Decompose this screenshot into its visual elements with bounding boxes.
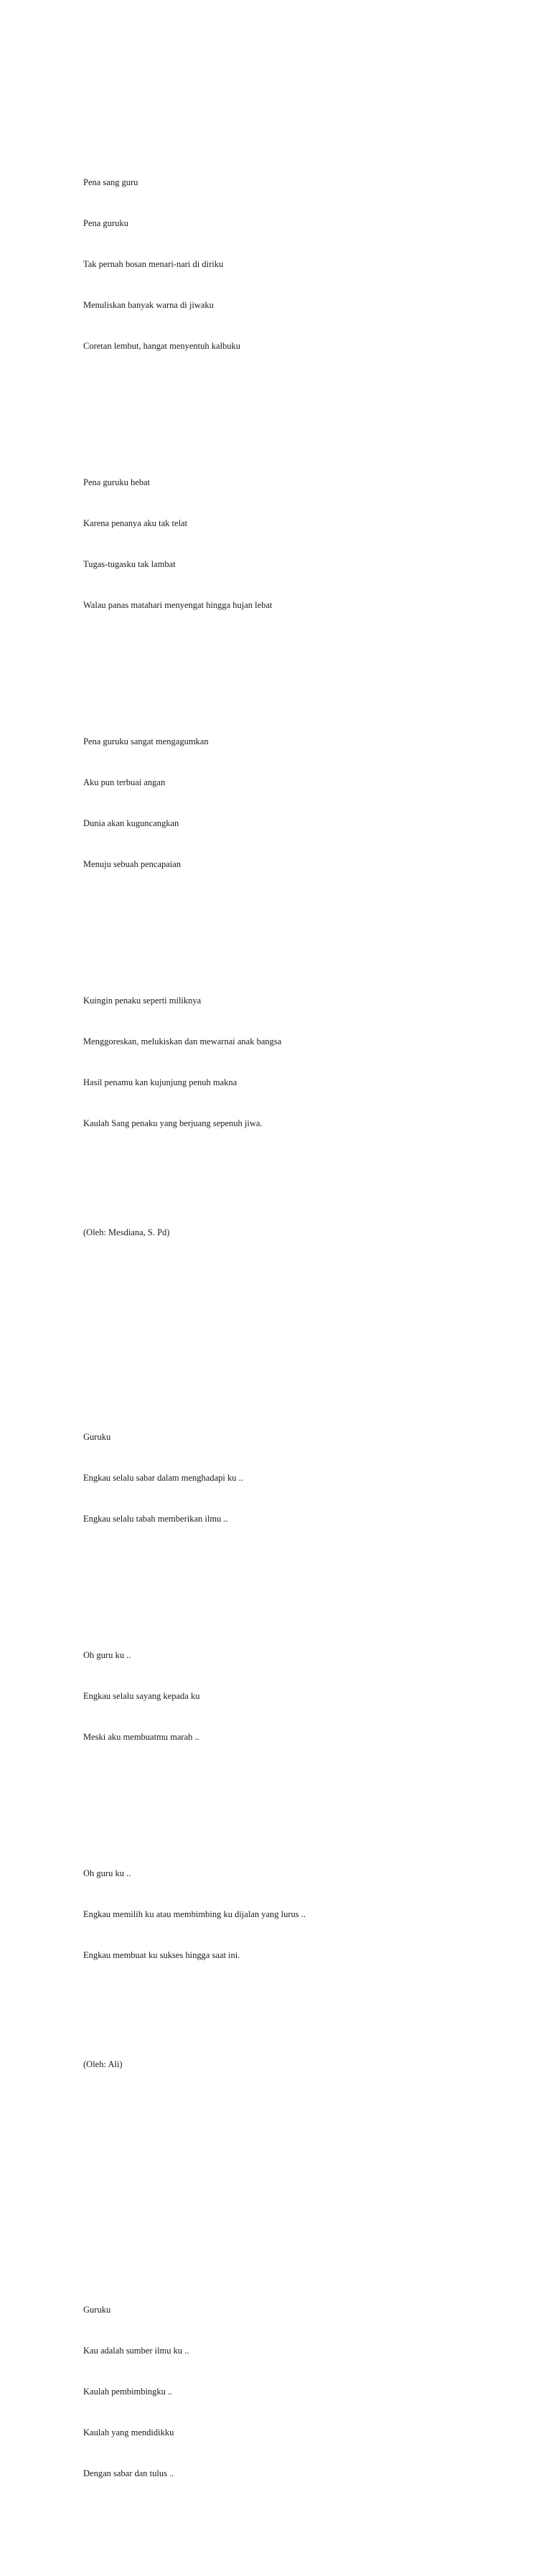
poem-line: Oh guru ku .. xyxy=(83,1868,131,1878)
poem-1-stanza-4 xyxy=(83,967,514,1158)
poem-line: Pena guruku sangat mengagumkan xyxy=(83,736,209,746)
poem-line: Engkau membuat ku sukses hingga saat ini. xyxy=(83,1950,240,1960)
poem-line: Menuju sebuah pencapaian xyxy=(83,859,182,869)
poem-3 xyxy=(83,2249,514,2535)
stanza-spacer xyxy=(83,1799,514,1812)
poem-2-stanza-1 xyxy=(83,1403,514,1553)
poem-line: Aku pun terbuai angan xyxy=(83,777,166,787)
poem-line: Hasil penamu kan kujunjung penuh makna xyxy=(83,1077,237,1087)
stanza-spacer xyxy=(83,2017,514,2031)
poem-line: Tak pernah bosan menari-nari di diriku xyxy=(83,259,224,269)
poem-line: Dunia akan kuguncangkan xyxy=(83,818,179,828)
poem-1-author: (Oleh: Mesdiana, S. Pd) xyxy=(83,1227,170,1237)
poem-line: Dengan sabar dan tulus .. xyxy=(83,2468,174,2478)
poem-spacer xyxy=(83,2140,514,2153)
document-body xyxy=(83,67,514,2576)
poem-2-stanza-3 xyxy=(83,1840,514,1990)
poem-line: Meski aku membuatmu marah .. xyxy=(83,1732,199,1742)
poem-line: Pena guruku hebat xyxy=(83,477,151,487)
stanza-spacer xyxy=(83,408,514,421)
poem-line: Kaulah Sang penaku yang berjuang sepenuh jiwa. xyxy=(83,1118,263,1128)
poem-line: Walau panas matahari menyengat hingga hujan lebat xyxy=(83,600,273,610)
poem-line: Tugas-tugasku tak lambat xyxy=(83,559,176,569)
poem-1 xyxy=(83,121,514,1267)
poem-line: Kuingin penaku seperti miliknya xyxy=(83,996,202,1006)
poem-line: Engkau selalu sabar dalam menghadapi ku .. xyxy=(83,1473,243,1483)
poem-2 xyxy=(83,1376,514,2099)
poem-line: Kaulah pembimbingku .. xyxy=(83,2387,173,2397)
poem-2-stanza-2 xyxy=(83,1621,514,1771)
poem-spacer xyxy=(83,1308,514,1321)
poem-line: Menggoreskan, melukiskan dan mewarnai anak bangsa xyxy=(83,1036,282,1046)
poem-line: Oh guru ku .. xyxy=(83,1650,131,1660)
poem-1-stanza-1 xyxy=(83,149,514,380)
poem-line: Engkau selalu sayang kepada ku xyxy=(83,1691,200,1701)
poem-1-stanza-2 xyxy=(83,449,514,640)
poem-2-author: (Oleh: Ali) xyxy=(83,2059,123,2069)
poem-line: Guruku xyxy=(83,2305,111,2315)
poem-line: Engkau memilih ku atau membimbing ku dijalan yang lurus .. xyxy=(83,1909,306,1919)
poem-1-stanza-3 xyxy=(83,708,514,899)
poem-line: Kau adalah sumber ilmu ku .. xyxy=(83,2346,189,2356)
stanza-spacer xyxy=(83,926,514,940)
stanza-spacer xyxy=(83,1185,514,1199)
poem-line: Pena guruku xyxy=(83,218,128,228)
poem-line: Menuliskan banyak warna di jiwaku xyxy=(83,300,214,310)
poem-3-stanza-1 xyxy=(83,2276,514,2508)
poem-line: Engkau selalu tabah memberikan ilmu .. xyxy=(83,1514,228,1524)
poem-line: Karena penanya aku tak telat xyxy=(83,518,188,528)
poem-line: Coretan lembut, hangat menyentuh kalbuku xyxy=(83,341,241,351)
stanza-spacer xyxy=(83,1580,514,1594)
poem-line: Pena sang guru xyxy=(83,177,138,187)
poem-line: Kaulah yang mendidikku xyxy=(83,2427,174,2437)
poem-spacer xyxy=(83,2181,514,2194)
stanza-spacer xyxy=(83,667,514,680)
poem-line: Guruku xyxy=(83,1432,111,1442)
